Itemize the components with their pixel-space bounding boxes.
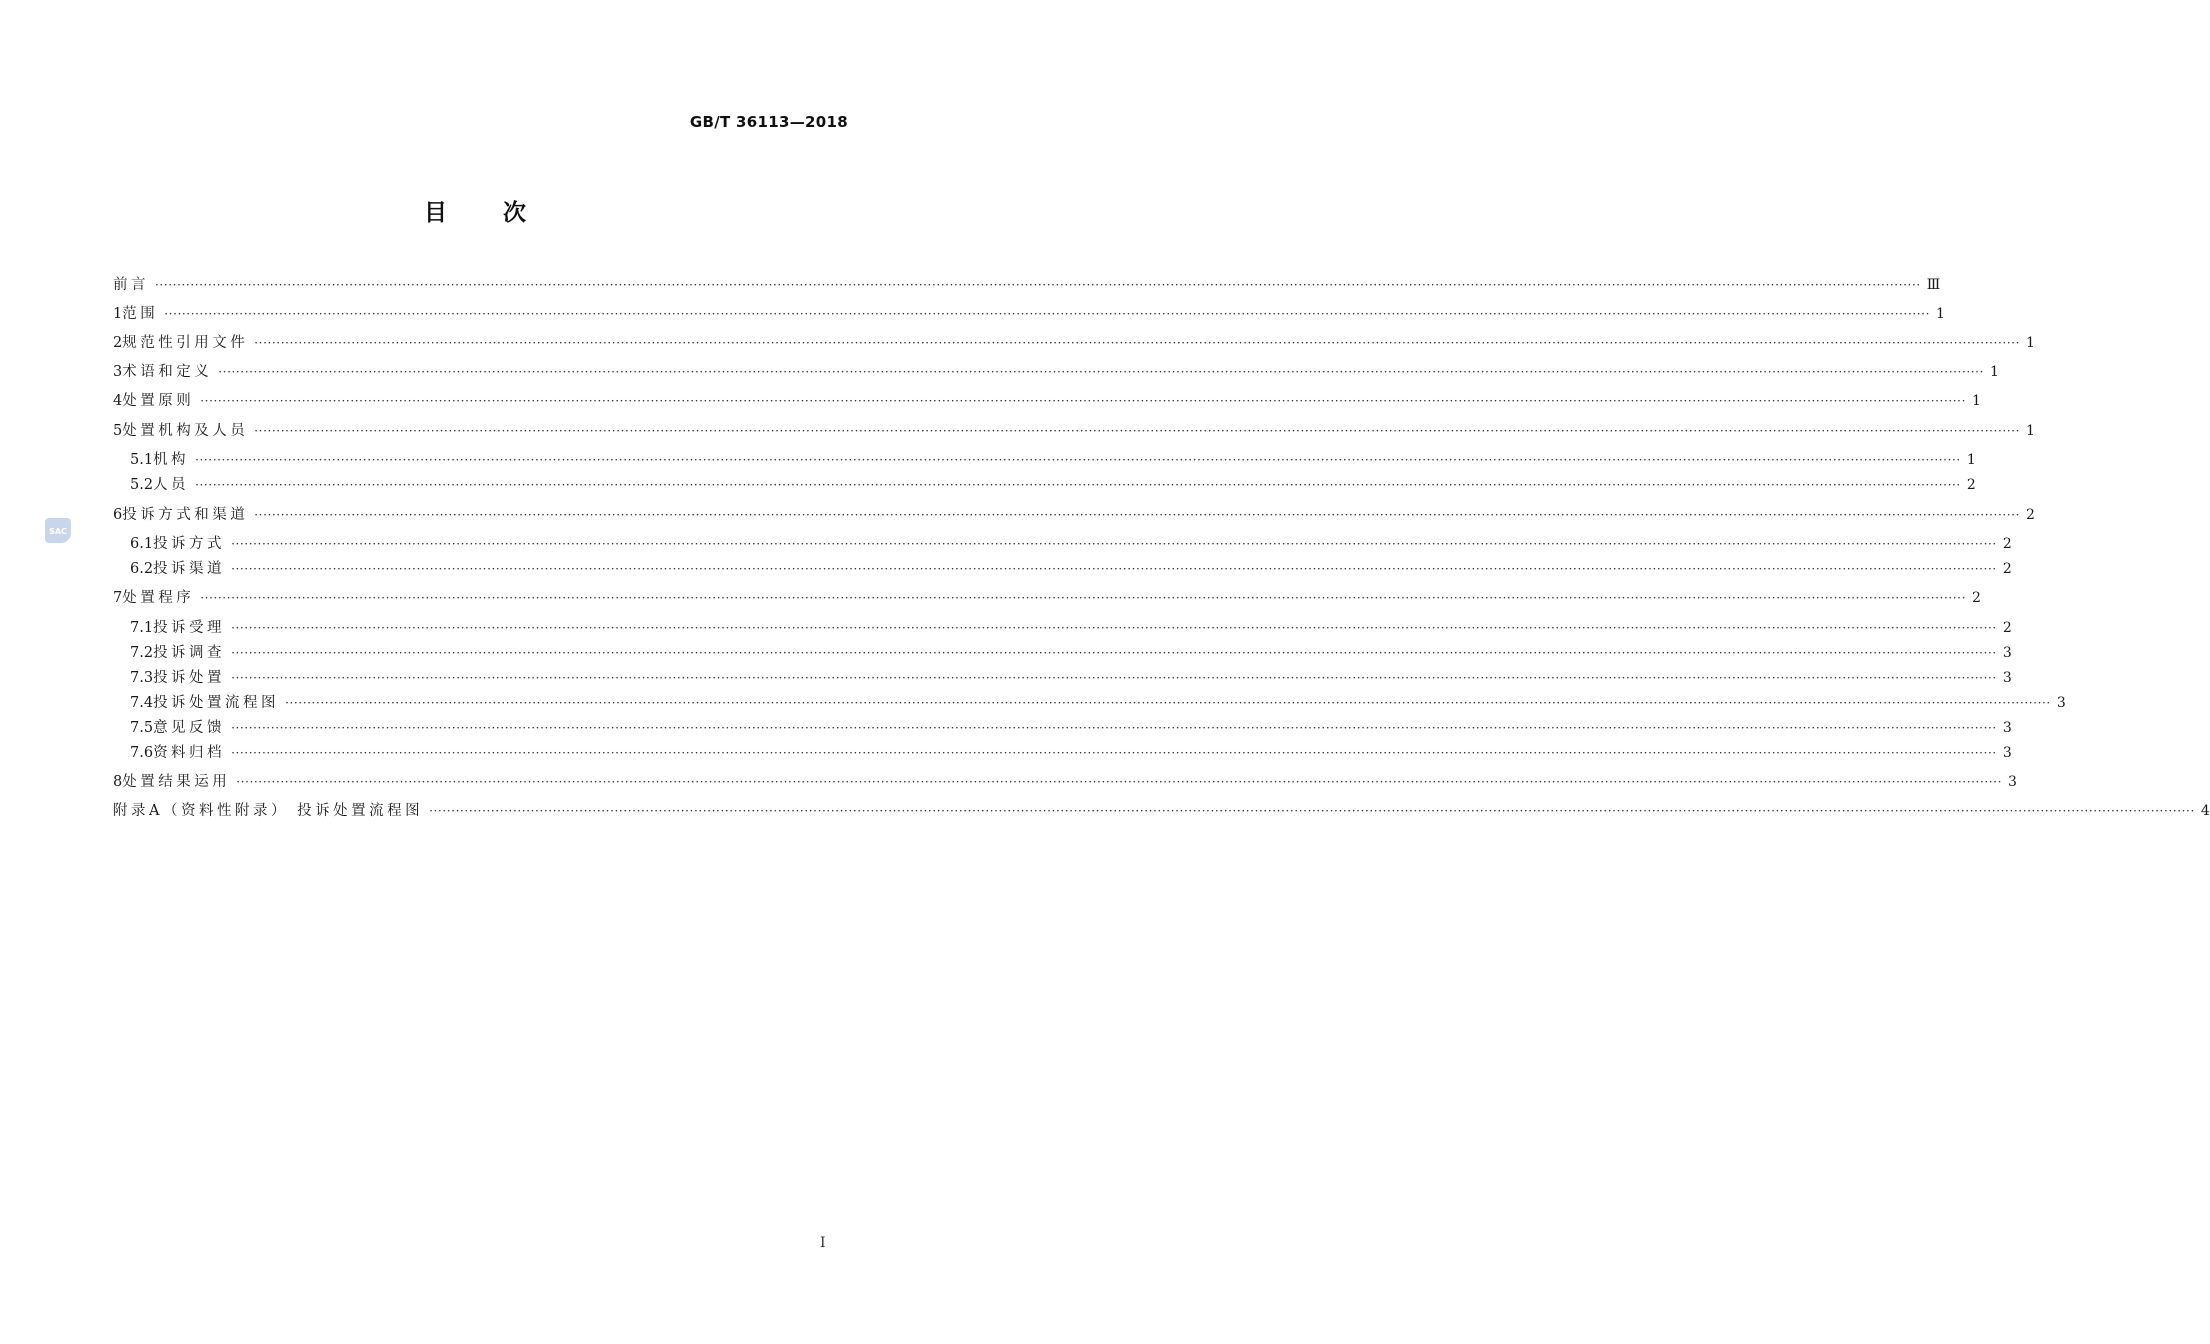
toc-entry-number: 7.5 bbox=[130, 720, 154, 736]
toc-entry-number: 1 bbox=[113, 306, 123, 322]
toc-entry-number: 2 bbox=[113, 335, 123, 351]
toc-leader-dots: ················································································································································································································································································································································································································ bbox=[429, 804, 2195, 818]
toc-entry-number: 7.2 bbox=[130, 645, 154, 661]
toc-entry-page: 2 bbox=[2002, 620, 2012, 636]
toc-entry[interactable] bbox=[130, 667, 2012, 689]
toc-entry-page: 1 bbox=[1990, 364, 1999, 380]
toc-entry[interactable] bbox=[113, 303, 1945, 325]
toc-leader-dots: ················································································································································································································································································································································································································ bbox=[231, 537, 1997, 551]
toc-entry[interactable] bbox=[130, 533, 2012, 555]
toc-leader-dots: ················································································································································································································································································································································································································ bbox=[200, 394, 1967, 408]
toc-leader-dots: ················································································································································································································································································································································································································ bbox=[236, 775, 2003, 789]
toc-leader-dots: ················································································································································································································································································································································································································ bbox=[254, 336, 2021, 350]
toc-entry-number: 5.1 bbox=[130, 452, 154, 468]
toc-entry-page: 2 bbox=[2026, 507, 2035, 523]
toc-entry[interactable] bbox=[130, 742, 2012, 764]
toc-leader-dots: ················································································································································································································································································································································································································ bbox=[231, 721, 1997, 735]
toc-entry[interactable] bbox=[130, 449, 1976, 471]
toc-entry-page: 3 bbox=[2002, 670, 2012, 686]
toc-entry-title: 规范性引用文件 bbox=[122, 335, 249, 351]
toc-leader-dots: ················································································································································································································································································································································································································ bbox=[231, 671, 1997, 685]
toc-entry-title: 投诉调查 bbox=[153, 645, 226, 661]
toc-leader-dots: ················································································································································································································································································································································································································ bbox=[231, 746, 1997, 760]
toc-entry-page: 3 bbox=[2002, 645, 2012, 661]
watermark-text: SAC bbox=[49, 526, 67, 536]
toc-leader-dots: ················································································································································································································································································································································································································ bbox=[254, 508, 2021, 522]
sac-logo-icon bbox=[45, 518, 71, 543]
toc-entry-page: 1 bbox=[2026, 423, 2035, 439]
toc-entry[interactable] bbox=[113, 771, 2017, 793]
toc-leader-dots: ················································································································································································································································································································································································································ bbox=[164, 307, 1931, 321]
toc-leader-dots: ················································································································································································································································································································································································································ bbox=[254, 424, 2021, 438]
toc-leader-dots: ················································································································································································································································································································································································································ bbox=[195, 478, 1961, 492]
toc-entry[interactable] bbox=[130, 474, 1976, 496]
toc-entry-title: 投诉处置流程图 bbox=[153, 695, 280, 711]
toc-entry[interactable] bbox=[113, 587, 1981, 609]
toc-entry-page: 4 bbox=[2200, 803, 2210, 819]
toc-entry-number: 7.6 bbox=[130, 745, 154, 761]
toc-entry-title: 资料归档 bbox=[153, 745, 226, 761]
toc-entry-number: 5 bbox=[113, 423, 123, 439]
toc-leader-dots: ················································································································································································································································································································································································································ bbox=[218, 365, 1985, 379]
toc-entry[interactable] bbox=[113, 274, 1941, 296]
toc-entry-number: 7.4 bbox=[130, 695, 154, 711]
toc-entry-page: 3 bbox=[2056, 695, 2066, 711]
toc-entry-page: 3 bbox=[2002, 720, 2012, 736]
toc-entry-page: 3 bbox=[2008, 774, 2017, 790]
toc-entry-title: 投诉方式 bbox=[153, 536, 226, 552]
toc-entry-number: 5.2 bbox=[130, 477, 154, 493]
title-char-1: 目 bbox=[424, 200, 447, 226]
toc-entry[interactable] bbox=[113, 390, 1981, 412]
toc-entry[interactable] bbox=[113, 800, 2210, 822]
toc-entry-title: 机构 bbox=[153, 452, 190, 468]
toc-leader-dots: ················································································································································································································································································································································································································ bbox=[231, 621, 1997, 635]
toc-entry[interactable] bbox=[113, 361, 1999, 383]
toc-entry[interactable] bbox=[130, 558, 2012, 580]
page-number: Ⅰ bbox=[820, 1235, 826, 1251]
toc-entry-title: 术语和定义 bbox=[122, 364, 213, 380]
toc-entry-title: 投诉受理 bbox=[153, 620, 226, 636]
toc-entry[interactable] bbox=[113, 332, 2035, 354]
toc-entry-title: 处置机构及人员 bbox=[122, 423, 249, 439]
page-title bbox=[0, 194, 950, 227]
toc-leader-dots: ················································································································································································································································································································································································································ bbox=[231, 646, 1997, 660]
toc-entry-page: 2 bbox=[1972, 590, 1981, 606]
toc-entry[interactable] bbox=[130, 617, 2012, 639]
toc-entry-title: 附录A（资料性附录） 投诉处置流程图 bbox=[113, 803, 424, 819]
toc-entry-page: 1 bbox=[1966, 452, 1976, 468]
toc-entry-number: 3 bbox=[113, 364, 123, 380]
toc-entry-page: 2 bbox=[1966, 477, 1976, 493]
standard-code: GB/T 36113—2018 bbox=[689, 113, 848, 131]
toc-entry-title: 范围 bbox=[122, 306, 159, 322]
toc-entry-number: 6 bbox=[113, 507, 123, 523]
toc-entry-number: 7 bbox=[113, 590, 123, 606]
toc-entry[interactable] bbox=[130, 692, 2066, 714]
toc-entry-number: 4 bbox=[113, 393, 123, 409]
toc-entry-number: 8 bbox=[113, 774, 123, 790]
toc-entry-title: 处置结果运用 bbox=[122, 774, 231, 790]
toc-entry-page: 3 bbox=[2002, 745, 2012, 761]
toc-entry[interactable] bbox=[130, 642, 2012, 664]
toc-leader-dots: ················································································································································································································································································································································································································ bbox=[200, 591, 1967, 605]
toc-entry-page: 1 bbox=[2026, 335, 2035, 351]
toc-leader-dots: ················································································································································································································································································································································································································ bbox=[155, 278, 1921, 292]
toc-entry-title: 投诉方式和渠道 bbox=[122, 507, 249, 523]
toc-entry-page: 1 bbox=[1936, 306, 1945, 322]
toc-leader-dots: ················································································································································································································································································································································································································ bbox=[285, 696, 2051, 710]
toc-entry-title: 投诉渠道 bbox=[153, 561, 226, 577]
toc-entry-title: 处置程序 bbox=[122, 590, 195, 606]
toc-entry-page: 2 bbox=[2002, 561, 2012, 577]
toc-entry[interactable] bbox=[113, 420, 2035, 442]
toc-entry[interactable] bbox=[113, 504, 2035, 526]
toc-leader-dots: ················································································································································································································································································································································································································ bbox=[231, 562, 1997, 576]
toc-entry-page: 2 bbox=[2002, 536, 2012, 552]
title-char-2: 次 bbox=[503, 200, 526, 226]
toc-entry-page: 1 bbox=[1972, 393, 1981, 409]
toc-entry-number: 6.1 bbox=[130, 536, 154, 552]
toc-entry-title: 前言 bbox=[113, 277, 149, 293]
toc-entry-number: 7.1 bbox=[130, 620, 154, 636]
toc-entry-title: 投诉处置 bbox=[153, 670, 226, 686]
toc-entry-number: 7.3 bbox=[130, 670, 154, 686]
toc-entry[interactable] bbox=[130, 717, 2012, 739]
toc-entry-title: 意见反馈 bbox=[153, 720, 226, 736]
toc-entry-title: 处置原则 bbox=[122, 393, 195, 409]
toc-entry-page: Ⅲ bbox=[1926, 277, 1941, 293]
toc-leader-dots: ················································································································································································································································································································································································································ bbox=[195, 453, 1961, 467]
toc-entry-number: 6.2 bbox=[130, 561, 154, 577]
toc-entry-title: 人员 bbox=[153, 477, 190, 493]
